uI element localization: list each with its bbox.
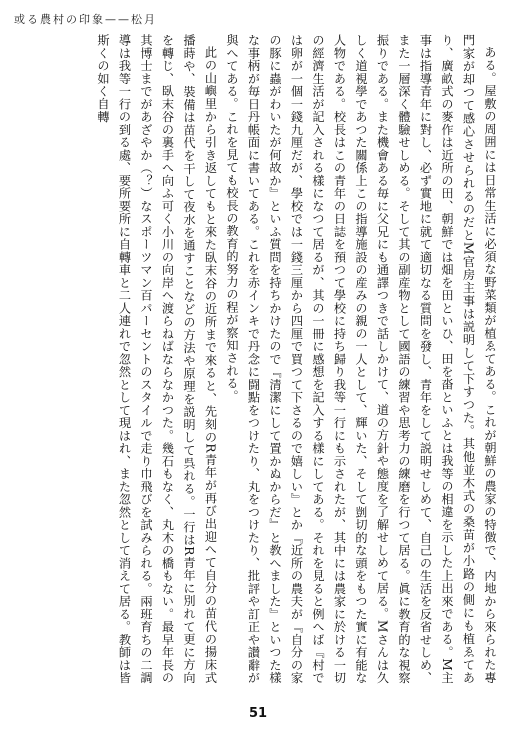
running-header — [14, 8, 157, 30]
body-text — [18, 34, 500, 684]
paragraph: ある。屋敷の周囲には日常生活に必須な野菜類が植ゑてある。これが朝鮮の農家の特徴で、内地から來られた專門家が却つて感心させられるのだとM官房主事は説明して下すつた。其他並木式の桑苗が小路の側にも植ゑてあり、廣畝式の麥作は近所の田、朝鮮では畑を田といひ、田を畓といふとは我等の相違を示した上出來である。M主事は指導青年に對し、必ず實地に就て適切なる質問を發し、青年をして説明せしめて、自己の生活を反省せしめ、また一層深く體驗せしめる。そして其の副産物として國語の練習や思考力の練磨を行つて居る。眞に教育的な視察振りである。また機會ある毎に父兄にも通譯つきで話しかけて、道の方針や態度を了解せしめて居る。Mさんは久しく道視學であつた關係上この指導施設の産みの親の一人として、輝いた、そして剴切的な頭をもつた實に有能な人物である。校長はこの青年の日誌を預つて學校に持ち歸り我等一行にも示されたが、其中には農家に於ける一切の經濟生活が記入される樣になつて居るが、其の一冊に感想を記入する樣にしてある。それを見ると例へば『村では卵が一個一錢九厘だが、學校では一錢三厘から四厘で買つて下さるので嬉しい』とか『近所の農夫が『自分の家の豚に蟲がわいたが何故か』といふ質問を持ちかけたので『清潔にして置かぬからだ』と教へました』といつた樣な事柄が毎日丹帳面に書いてある。これを赤インキで丹念に闘點をつけたり、丸をつけたり、批評や訂正や讃辭が與へてある。これを見ても校長の教育的努力の程が察知される。 — [225, 34, 497, 684]
running-title: 或る農村の印象——松月 — [14, 13, 157, 26]
paragraph: 此の山嶼里から引き返してもと來た臥末谷の近所まで來ると、先刻のR青年が再び出迎へて自分の苗代の揚床式播蒔や、裝備は苗代を干して夜水を通すことなどの方法や原理を説明して呉れる。一行はR青年に別れて更に方向を轉じ、臥末谷の裏手へ向ふ可く小川の向岸へ渡らねばならなかつた。幾石もなく、丸木の橋もない。最早年長の其博士までがあざやか（？）なスポーツマン百パーセントのスタイルで走り巾飛びを試みられる。兩班育ちの二調導は我等一行の到る處、要所要所に自轉車と二人連れで忽然として現はれ、また忽然として消えて居る。教師は皆斯くの如く自轉 — [96, 34, 218, 684]
page-number: 51 — [248, 706, 268, 721]
